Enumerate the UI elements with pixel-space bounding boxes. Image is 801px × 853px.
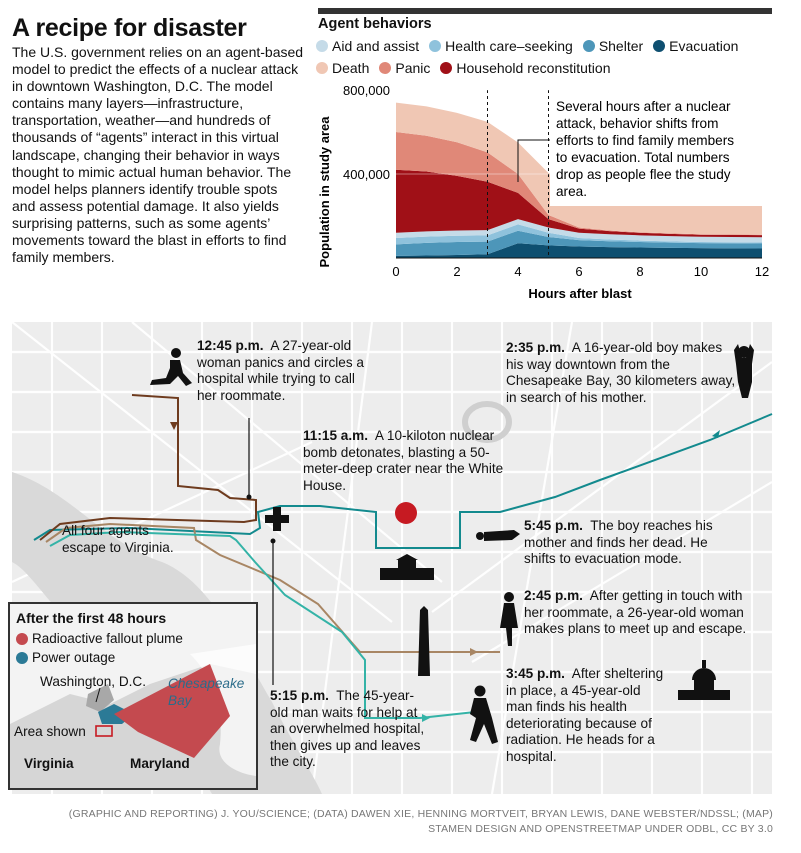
walking-man-icon	[470, 686, 498, 745]
map-label-d: All four agents escape to Virginia.	[62, 523, 174, 555]
hospital-cross-icon	[265, 507, 289, 531]
lying-body-icon	[476, 530, 520, 541]
label-text: A 16-year-old boy makes his way downtown from the Chesapeake Bay, 30 kilometers away, in search of his mother.	[506, 340, 736, 405]
white-house-icon	[380, 554, 434, 580]
inset-dc-label: Washington, D.C.	[40, 674, 147, 689]
label-time: 5:45 p.m.	[524, 518, 583, 533]
annotation-text: Several hours after a nuclear attack, behavior shifts from efforts to find family members to evacuation. Total numbers drop as people flee the study area.	[556, 99, 735, 199]
y-tick-label: 800,000	[343, 83, 390, 98]
inset-title: After the first 48 hours	[16, 610, 167, 626]
inset-legend-label: Radioactive fallout plume	[32, 631, 183, 646]
label-time: 12:45 p.m.	[197, 338, 264, 353]
page-title: A recipe for disaster	[12, 14, 247, 42]
legend-title: Agent behaviors	[318, 16, 432, 32]
label-text: After getting in touch with her roommate, a 26-year-old woman makes plans to meet up and escape.	[524, 588, 747, 636]
legend-label: Aid and assist	[332, 38, 420, 54]
legend-label: Household reconstitution	[456, 60, 611, 76]
x-tick-label: 8	[636, 264, 644, 279]
inset-bay-label: Chesapeake Bay	[168, 676, 245, 708]
legend-label: Evacuation	[669, 38, 739, 54]
map-label-e	[524, 518, 730, 568]
x-tick-label: 4	[514, 264, 522, 279]
map-label-c	[303, 428, 517, 494]
map-label-a	[197, 338, 367, 404]
label-time: 2:35 p.m.	[506, 340, 565, 355]
x-tick-label: 10	[693, 264, 709, 279]
legend-label: Death	[332, 60, 370, 76]
label-time: 5:15 p.m.	[270, 688, 329, 703]
x-tick-label: 12	[754, 264, 770, 279]
label-text: A 27-year-old woman panics and circles a hospital while trying to call her roommate.	[197, 338, 364, 403]
inset-legend-label: Power outage	[32, 650, 116, 665]
map-label-g	[506, 666, 666, 765]
inset-virginia-label: Virginia	[24, 756, 74, 771]
inset-map	[8, 602, 258, 790]
y-tick-label: 400,000	[343, 167, 390, 182]
credits-line-2: STAMEN DESIGN AND OPENSTREETMAP UNDER ODBL, CC BY 3.0	[428, 823, 773, 835]
label-time: 11:15 a.m.	[303, 428, 368, 443]
y-axis-label: Population in study area	[317, 116, 332, 268]
x-axis-label: Hours after blast	[528, 286, 632, 301]
leader-dot	[247, 495, 252, 500]
x-tick-label: 6	[575, 264, 583, 279]
x-tick-label: 0	[392, 264, 400, 279]
label-text: A 10-kiloton nuclear bomb detonates, blasting a 50-meter-deep crater near the White House.	[303, 428, 504, 493]
legend-label: Health care–seeking	[445, 38, 573, 54]
x-tick-label: 2	[453, 264, 461, 279]
label-text: The boy reaches his mother and finds her dead. He shifts to evacuation mode.	[524, 518, 713, 566]
intro-text: The U.S. government relies on an agent-based model to predict the effects of a nuclear attack in downtown Washington, D.C. The model contains many layers—infrastructure, transportation, weather—and hundreds of thousands of “agents” interact in this virtual landscape, changing their behavior in ways thought to mimic actual human behavior. The model helps planners identify trouble spots and assess potential damage. It also yields surprising patterns, such as some agents’ movements toward the blast in efforts to find family members.	[12, 44, 304, 266]
washington-monument-icon	[418, 606, 430, 676]
legend-label: Shelter	[598, 38, 644, 54]
running-woman-icon	[150, 348, 192, 386]
blast-site-icon	[395, 502, 417, 524]
distressed-boy-icon	[734, 344, 754, 398]
label-time: 3:45 p.m.	[506, 666, 565, 681]
map-label-f	[524, 588, 764, 638]
arrow-icon	[170, 422, 178, 430]
map-label-h	[270, 688, 430, 771]
map-label-b	[506, 340, 736, 406]
credits-line-1: (GRAPHIC AND REPORTING) J. YOU/SCIENCE; (DATA) DAWEN XIE, HENNING MORTVEIT, BRYAN LEWIS, DANE WEBSTER/NDSSL; (MAP)	[68, 808, 773, 820]
standing-woman-icon	[500, 592, 518, 646]
route-woman-27	[40, 395, 256, 540]
capitol-icon	[678, 660, 730, 700]
label-text: The 45-year-old man waits for help at an overwhelmed hospital, then gives up and leaves the city.	[270, 688, 425, 769]
label-time: 2:45 p.m.	[524, 588, 583, 603]
inset-area-label: Area shown	[14, 724, 86, 739]
arrow-icon	[470, 648, 478, 656]
leader-dot	[271, 539, 276, 544]
inset-maryland-label: Maryland	[130, 756, 190, 771]
legend-label: Panic	[395, 60, 431, 76]
label-text: After sheltering in place, a 45-year-old man finds his health deteriorating because of radiation. He heads for a hospital.	[506, 666, 664, 764]
credits	[13, 807, 773, 837]
